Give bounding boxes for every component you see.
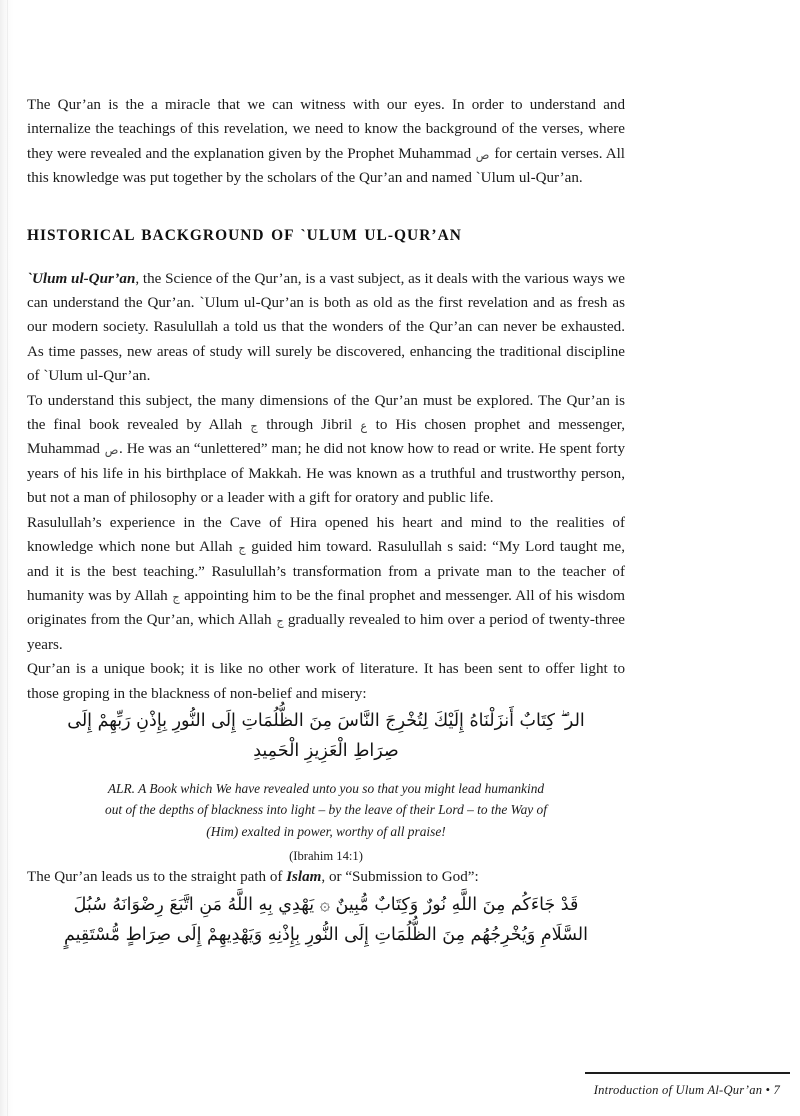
paragraph-dimensions-part-b: through Jibril [258, 417, 361, 434]
footer-label: Introduction of Ulum Al-Qur’an • 7 [593, 1083, 780, 1097]
paragraph-unique-book: Qur’an is a unique book; it is like no other work of literature. It has been sent to offer light to those groping in the blackness of non-belief and misery: [27, 661, 625, 702]
verse-block-ibrahim [27, 706, 625, 866]
islam-sentence-part-a: The Qur’an leads us to the straight path of [27, 869, 287, 886]
paragraph-dimensions-part-c: to His chosen prophet and messenger, Muhammad [27, 417, 625, 458]
verse-translation-ibrahim-line-2: out of the depths of blackness into light – by the leave of their Lord – to the Way of [105, 802, 547, 818]
paragraph-dimensions-part-d: . He was an “unlettered” man; he did not know how to read or write. He spent forty years of his life in his birthplace of Makkah. He was known as a truthful and trustworthy person, but not a man of philosophy or a leader with a gift for oratory and public life. [27, 441, 625, 507]
verse-translation-ibrahim-line-1: ALR. A Book which We have revealed unto you so that you might lead humankind [107, 780, 545, 796]
paragraph-ulum-definition [27, 267, 625, 389]
arabic-verse-ibrahim-line-2: صِرَاطِ الْعَزِيزِ الْحَمِيدِ [253, 740, 399, 761]
book-gutter-shadow [0, 0, 14, 1116]
paragraph-ulum-definition-rest: , the Science of the Qur’an, is a vast subject, as it deals with the various ways we can understand the Qur’an. `Ulum ul-Qur’an is both as old as the first revelation and as fresh as our modern society. Rasulullah a told us that the wonders of the Qur’an can never be exhausted. As time passes, new areas of study will surely be discovered, enhancing the traditional discipline of `Ulum ul-Qur’an. [27, 270, 625, 385]
verse-reference-ibrahim: (Ibrahim 14:1) [289, 849, 363, 864]
paragraph-cave-of-hira: Rasulullah’s experience in the Cave of Hira opened his heart and mind to the realities of knowledge which none but Allah ج guided him toward. Rasulullah s said: “My Lord taught me, and it is the best teaching.” Rasulullah’s transformation from a private man to the teacher of humanity was by Allah ج appointing him to be the final prophet and messenger. All of his wisdom originates from the Qur’an, which Allah ج gradually revealed to him over a period of twenty-three years. [27, 514, 626, 653]
verse-block-al-maidah [27, 890, 625, 950]
islam-sentence-part-b: , or “Submission to God”: [321, 869, 479, 886]
paragraph-islam-straight-path [27, 865, 625, 889]
term-ulum-ul-quran: `Ulum ul-Qur’an [27, 270, 136, 287]
arabic-verse-al-maidah-line-2: السَّلَامِ وَيُخْرِجُهُم مِنَ الظُّلُمَاتِ إِلَى النُّورِ بِإِذْنِهِ وَيَهْدِيهِمْ إِلَى صِرَاطٍ مُّسْتَقِيمٍ [63, 924, 589, 945]
verse-translation-ibrahim [76, 778, 576, 843]
paragraph-cave-part-c: appointing him to be the final prophet and messenger. All of his wisdom originates from the Qur’an, which Allah [27, 587, 625, 629]
page-footer [490, 1072, 790, 1098]
paragraph-intro: The Qur’an is the a miracle that we can witness with our eyes. In order to understand and internalize the teachings of this revelation, we need to know the background of the verses, where they were revealed and the explanation given by the Prophet Muhammad ص for certain verses. All this knowledge was put together by the scholars of the Qur’an and named `Ulum ul-Qur’an. [27, 97, 625, 187]
term-islam: Islam [286, 869, 322, 886]
arabic-verse-ibrahim-line-1: الر ۖ كِتَابٌ أَنزَلْنَاهُ إِلَيْكَ لِتُخْرِجَ النَّاسَ مِنَ الظُّلُمَاتِ إِلَى النُّورِ بِإِذْنِ رَبِّهِمْ إِلَى [67, 710, 585, 731]
paragraph-dimensions-part-a: To understand this subject, the many dimensions of the Qur’an must be explored. The Qur’an is the final book revealed by Allah [27, 392, 625, 434]
paragraph-dimensions: To understand this subject, the many dimensions of the Qur’an must be explored. The Qur’an is the final book revealed by Allah ج through Jibril ع to His chosen prophet and messenger, Muhammad ص. He was an “unlettered” man; he did not know how to read or write. He spent forty years of his life in his birthplace of Makkah. He was known as a truthful and trustworthy person, but not a man of philosophy or a leader with a gift for oratory and public life. [27, 392, 625, 507]
paragraph-intro-part-b: for certain verses. All this knowledge was put together by the scholars of the Qur’an and named `Ulum ul-Qur’an. [27, 145, 625, 187]
paragraph-intro-part-a: The Qur’an is the a miracle that we can witness with our eyes. In order to understand and internalize the teachings of this revelation, we need to know the background of the verses, where they were revealed and the explanation given by the Prophet Muhammad [27, 97, 625, 162]
arabic-verse-al-maidah-line-1: قَدْ جَاءَكُم مِنَ اللَّهِ نُورٌ وَكِتَابٌ مُّبِينٌ ۞ يَهْدِي بِهِ اللَّهُ مَنِ اتَّبَعَ رِضْوَانَهُ سُبُلَ [73, 894, 579, 915]
section-heading-historical-background: HISTORICAL BACKGROUND OF `ULUM UL-QUR’AN [27, 226, 462, 244]
page-content [27, 93, 625, 950]
paragraph-cave-part-d: gradually revealed to him over a period of twenty-three years. [27, 612, 626, 653]
book-gutter-line [7, 0, 8, 1116]
verse-translation-ibrahim-line-3: (Him) exalted in power, worthy of all praise! [206, 823, 446, 839]
paragraph-cave-part-a: Rasulullah’s experience in the Cave of Hira opened his heart and mind to the realities of knowledge which none but Allah [27, 514, 625, 556]
footer-divider [585, 1072, 790, 1074]
paragraph-cave-part-b: guided him toward. Rasulullah s said: “My Lord taught me, and it is the best teaching.” Rasulullah’s transformation from a private man to the teacher of humanity was by Allah [27, 539, 625, 604]
